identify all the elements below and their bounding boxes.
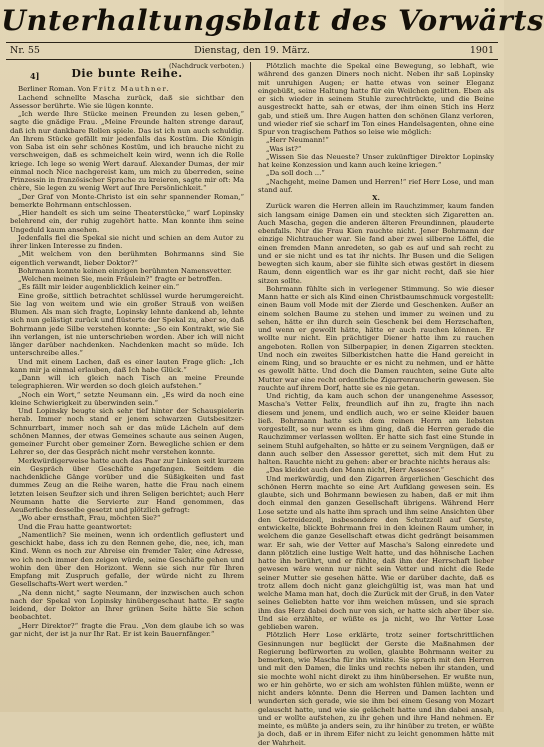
- paragraph: „Ich werde Ihre Stücke meinen Freunden zu lesen geben,“ sagte die gnädige Frau. „Meine Freunde halten strenge darauf, daß ich nur dankbare Rollen spiele. Das ist ich nun auch schuldig. An Ihrem Stücke gefällt mir jedenfalls das Kostüm. Die Königin von Saba ist ein sehr schönes Kostüm, und ich brauche nicht zu verschweigen, daß es schmeichelt kein wird, wenn ich die Rolle kriege. Ich lege so wenig Wert darauf. Alexander Dumas, der mir einmal noch Nice nachgereist kam, um mich zu überreden, seine Prinzessin in französischer Sprache zu kreieren, sagte mir oft: Ma chère, Sie legen zu wenig Wert auf Ihre Persönlichkeit.“: [10, 110, 244, 193]
- paragraph: „Herr Direktor?“ fragte die Frau. „Von dem glaube ich so was gar nicht, der ist ja nur Ihr Rat. Er ist kein Bauernfänger.“: [10, 621, 244, 638]
- story-title: Die bunte Reihe.: [71, 67, 183, 81]
- paragraph: „Nachgeht, meine Damen und Herren!“ rief Herr Lose, und man stand auf.: [258, 177, 494, 194]
- paragraph: „Was ist?“: [266, 144, 302, 153]
- right-column-text-top: [258, 62, 494, 194]
- right-column: [258, 62, 494, 747]
- paragraph: „Das kleidet auch den Mann nicht, Herr Assessor.“: [266, 466, 444, 475]
- story-heading: [10, 67, 244, 84]
- right-column-text-bottom: [258, 202, 494, 747]
- paragraph: „Dann will ich gleich nach Tisch an meine Freunde telegraphieren. Wir werden so doch gleich aufstehen.“: [10, 374, 244, 391]
- paragraph: „Welchen meinen Sie, mein Fräulein?“ fragte er betroffen.: [18, 275, 223, 283]
- installment-number: 4]: [30, 71, 40, 82]
- paragraph: Und mit einem Lachen, daß es einer lauten Frage glich: „Ich kann mir ja einmal erlauben, daß Ich habe Glück.“: [10, 357, 244, 374]
- chapter-number: X.: [372, 194, 380, 202]
- byline-prefix: Berliner Roman. Von: [18, 85, 91, 94]
- paragraph: Bohrmann fühlte sich in verlegener Stimmung. So wie dieser Mann hatte er sich als Kind einen Christbaumschmuck vorgestellt: einen Baum voll Mode mit der Zierde und Geschenken. Außer an einem solchen Baume zu stehen und immer zu weinen und zu sehen, hätte er ihn durch sein Geschenk bei dem Herzschaften, und wenn er gewollt hätte, hätte er auch rauchen können. Er wollte nur nicht. Ein prächtiger Diener hatte ihm zu rauchen angeboten. Rollen von Silberpapier, in denen Zigarren steckten. Und noch ein zweites Silberkistchen hatte die Hand gereicht in einem Ring, und so brauchte er es nicht zu nehmen, und er hätte es gewollt hätte. Und doch die Damen rauchten, seine Gute alte Mutter war eine recht ordentliche Zigarrenraucherin gewesen. Sie rauchte auf ihrem Dorf, hatte sie es nie getan.: [258, 284, 494, 392]
- paragraph: Jedenfalls fiel die Spekal sie nicht und schien an dem Autor zu ihrer linken Interesse zu finden.: [10, 233, 244, 250]
- paragraph: Und Lopinsky beugte sich sehr tief hinter der Schauspielerin herab. Immer noch stand er jenem schwarzen Gutsbesitzer-Schnurrbart, immer noch sah er das müde Lächeln auf dem schönen Mannes, der etwas Gemeines schaute aus seinen Augen, gemeiner Furcht ober gemeiner Zorn. Bewegliche schien er dem Lehrer so, der das Gespräch nicht mehr verstehen konnte.: [10, 407, 244, 457]
- issue-year: 1901: [469, 45, 494, 56]
- paragraph: „Namentlich? Sie meinen, wenn ich ordentlich geflustert und geschickt habe, dass ich zu den Rennen gehe, die, nee, ich, man Kind. Wenn es noch zur Abreise ein fremder Taler, eine Adresse, wo ich noch immer den zeigen würde, seine Geschäfte gehen und wohin den über den Horizont. Wenn sie sich nur für Ihren Empfang mit Zuspruch gefalle, der würde nicht zu Ihrem Gesellschafts-Wert wert werden.“: [10, 530, 244, 589]
- paragraph: Zurück waren die Herren allein im Rauchzimmer, kaum fanden sich langsam einige Damen ein und steckten sich Zigaretten an. Auch Mascha, gegen die anderen älteren Freundinnen, plauderte ebenfalls. Nur die Frau Kien rauchte nicht. Jener Bohrmann der einzige Nichtraucher war. Sie fand aber zwei silberne Löffel, die einen fremden Mann anredeten, so gab es auf und sah recht zu und er sie nicht und es tat ihr nichts. Ihr Busen und die Seligen bewegten sich kaum, aber sie fühlte sich etwas gestört in diesem Raum, denn eigentlich war es ihr gar nicht recht, daß sie hier sitzen sollte.: [258, 202, 494, 285]
- paragraph: Merkwürdigerweise hatte auch das Paar zur Linken seit kurzem ein Gespräch über Geschäfte angefangen. Seitdem die nachdenkliche Gänge vorüber und die Süßigkeiten und fast dummes Zeug an die Reihe waren, hatte die Frau nach einem letzten leisen Seufzer sich und ihren Seligen berichtet; auch Herr Neumann hatte die Servierte zur Hand genommen, das Aeußerliche desselbe gesetzt und plötzlich gefragt:: [10, 456, 244, 514]
- paragraph: „Mit welchem von den berühmten Bohrmanns sind Sie eigentlich verwandt, lieber Doktor?“: [10, 250, 244, 267]
- paragraph: „Noch ein Wort,“ setzte Neumann ein. „Es wird da noch eine kleine Schwierigkeit zu überwinden sein.“: [10, 390, 244, 407]
- paragraph: „Da soll doch ...“: [266, 169, 325, 178]
- masthead-title: Unterhaltungsblatt des Vorwärts: [1, 4, 544, 37]
- paragraph: Und richtig, da kam auch schon der unangenehme Assessor, Mascha's Vetter Felix, freundlich auf ihn zu, fragte ihn nach diesem und jenem, und endlich auch, wo er seine Kleider bauen ließ. Bohrmann hatte sich dem reinen Herrn am liebsten vorgestellt, so nur wenn es ihm ging, daß die Herren gerade die Rauchzimmer verlassen wollten. Er hatte sich fast eine Stunde in seinem Stuhl aufgehalten, so hätte er zu seinem Vergnügen, daß er dann auch selber den Assessor gerettet, sich mit dem Hut zu halten. Rauchte nicht zu gehen: aber er brachte nichts heraus als:: [258, 392, 494, 466]
- paragraph: Lachend schnellte Mascha zurück, daß sie sichtbar den Assessor berührte. Wie sie lügen konnte.: [10, 93, 244, 110]
- paragraph: Bohrmann konnte keinen einzigen berühmten Namensvetter.: [18, 266, 232, 275]
- paragraph: „Hier handelt es sich um seine Theaterstücke,“ warf Lopinsky belehrend ein, der ruhig zugehört hatte. Man konnte ihm seine Ungeduld kaum ansehen.: [10, 209, 244, 234]
- paragraph: Plötzlich machte die Spekal eine Bewegung, so lebhaft, wie während des ganzen Diners noch nicht. Neben ihr saß Lopinsky mit unruhigen Augen; er hatte etwas von seiner Eleganz eingebüßt, seine Haltung hatte für ein Weilchen gelitten. Eben als er sich wieder in seinem Stuhle zurechtrückte, und die Beine ausgestreckt hatte, sah er etwas, der ihm einen Stich ins Herz gab, und stieß um. Ihre Augen hatten den schönen Glanz verloren, und wieder rief sie scharf im Ton eines Handelsagenten, ohne eine Spur von tragischem Pathos so leise wie möglich:: [258, 62, 494, 136]
- paragraph: „Wissen Sie das Neueste? Unser zukünftiger Direktor Lopinsky hat keine Konzession und kann auch keine kriegen.“: [258, 152, 494, 169]
- paragraph: „Es fällt mir leider augenblicklich keiner ein.“: [18, 283, 180, 292]
- paragraph: Eine große, sittlich betrachtet schlüssel wurde herumgereicht. Sie lag von weitem und wie ein großer Strauß von weißen Blumen. Als man sich fragte, Lopinsky lehnte dankend ab, lehnte sich nun gelästigt zurück und flüsterte der Spekal zu, aber so, daß Bohrmann jede Silbe verstehen konnte: „So ein Kontrakt, wie Sie ihn verlangen, ist nie unterschrieben worden. Aber ich will nicht länger darüber nachdenken. Nachdenken macht so müde. Ich unterschreibe alles.“: [10, 291, 244, 358]
- issue-bar: [6, 42, 498, 60]
- left-column: [10, 62, 244, 707]
- paragraph: „Der Graf von Monte-Christo ist ein sehr spannender Roman,“ bemerkte Bohrmann entschlossen.: [10, 192, 244, 209]
- paragraph: Plötzlich Herr Lose erklärte, trotz seiner fortschrittlichen Gesinnungen nur beglückt der Gerste die Maßnahmen der Regierung befürworten zu wollen, glaubte Bohrmann weiter zu bemerken, wie Mascha für ihn winkte. Sie sprach mit den Herren und mit den Damen, die links und rechts neben ihr standen, und sie mochte wohl nicht direkt zu ihm hinübersehen. Er wußte nun, wo er hin gehörte, wo er sich am wohlsten fühlen müßte, wenn er nicht anders könnte. Denn die Herren und Damen lachten und wunderten sich gerade, wie sie ihm bei einem Gesang von Mozart gelauscht hatte, und wie sie gelächelt hatte und ihn dabei ansah, und er wollte aufstehen, zu ihr gehen und ihre Hand nehmen. Er meinte, es müßte ja anders sein, zu ihr hinüber zu treten, er wüßte ja doch, daß er in ihrem Eifer nicht zu leicht genommen hätte mit der Wahrheit.: [258, 631, 494, 747]
- issue-date: Dienstag, den 19. März.: [194, 45, 310, 56]
- left-column-text: [10, 94, 244, 639]
- column-divider: [250, 62, 251, 704]
- author-name: Fritz Mauthner.: [92, 85, 171, 94]
- paragraph: Und die Frau hatte geantwortet:: [18, 522, 132, 531]
- paragraph: „Na denn nicht,“ sagte Neumann, der inzwischen auch schon nach der Spekal von Lopinsky hinübergeschaut hatte. Er sagte leidend, der Doktor an Ihrer grünen Seite hätte Sie schon beobachtet.: [10, 588, 244, 622]
- paragraph: „Wo aber ernsthaft, Frau, möchten Sie?“: [18, 514, 161, 523]
- issue-number: Nr. 55: [10, 45, 40, 56]
- paragraph: „Herr Neumann!“: [266, 136, 329, 145]
- reprint-note: (Nachdruck verboten.): [169, 62, 244, 70]
- paragraph: Und merkwürdig, und den Zigarren ärgerlichen Geschicht des schönen Herrn machte so eine Art Aufklang gewesen sein. Es glaubte, sich und Bohrmann bewiesen zu haben, daß er mit ihm doch einmal den ganzen Gesellschaft übrigens. Während Herr Lose setzte und als hatte ihm sprach und ihm seine Ansichten über den Getreidezoll, insbesondere den Schutzzoll auf Gerste, entwickelte, blickte Bohrmann frei in den kleinen Raum umher, in welchem die ganze Gesellschaft etwas dicht gedrängt beisammen war. Er sah, wie der Vetter auf Mascha's Salong einredete und dann plötzlich eine lustige Welt hatte, und das höhnische Lachen hatte ihn berührt, und er fühlte, daß ihm der Herrschaft lieber gewesen wäre wenn nur nicht sein Vetter und nicht die Rede seiner Mutter sie gesehen hätte. Wie er darüber dachte, daß es trotz allem doch nicht ganz gleichgültig ist, was man hat und welche Mama man hat, doch die Zurück mit der Gruß, in den Vater seines Geliebten hatte vor ihm weichen müssen, und sie sprach ihm das Herz dabei doch nur von sich, er hatte sich aber über sie. Und sie erzählte, er wüßte es ja nicht, wo Ihr Vetter Lose geblieben waren.: [258, 474, 494, 631]
- byline: [10, 85, 244, 93]
